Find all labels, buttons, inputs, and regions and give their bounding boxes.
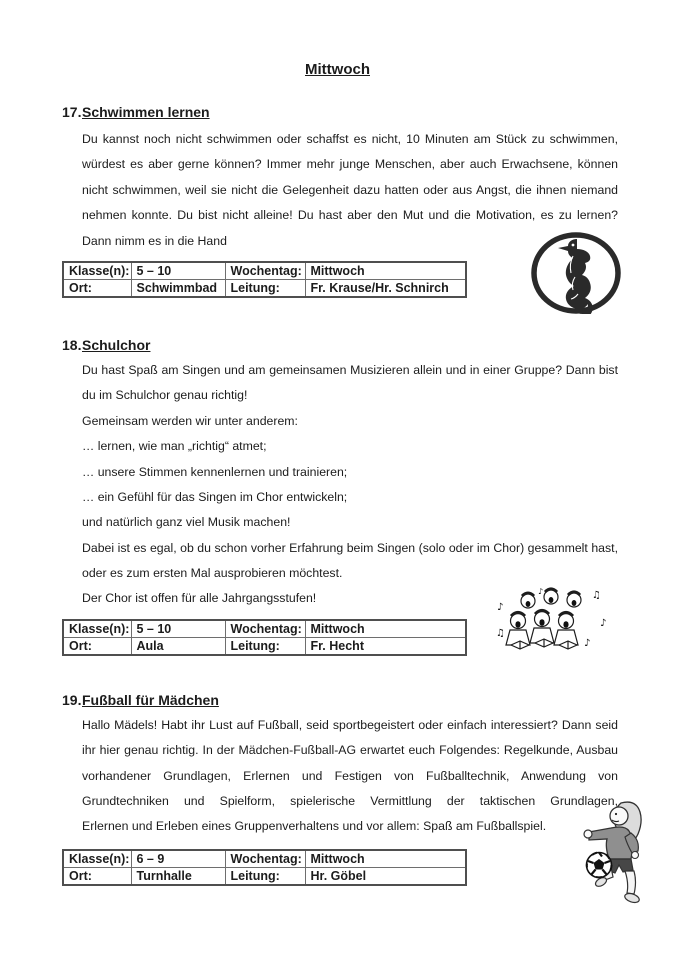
table-label-leitung: Leitung: xyxy=(225,867,305,885)
table-row xyxy=(63,279,466,297)
choir-singers-icon xyxy=(494,586,616,663)
paragraph-line: Der Chor ist offen für alle Jahrgangsstufen! xyxy=(82,591,317,606)
table-value-klassen: 5 – 10 xyxy=(131,262,225,280)
info-table-swimming xyxy=(62,261,467,298)
section-football xyxy=(0,691,675,886)
paragraph-line: Grundtechniken und Spielform, spielerische Vermittlung der taktischen Grundlagen, xyxy=(82,794,618,809)
table-label-wochentag: Wochentag: xyxy=(225,620,305,638)
table-value-ort: Schwimmbad xyxy=(131,279,225,297)
info-table-choir xyxy=(62,619,467,656)
section-title: Schulchor xyxy=(82,336,151,353)
table-label-wochentag: Wochentag: xyxy=(225,850,305,868)
table-label-klassen: Klasse(n): xyxy=(63,850,131,868)
paragraph-line: Dann nimm es in die Hand xyxy=(82,233,227,248)
section-title: Schwimmen lernen xyxy=(82,104,210,120)
table-row xyxy=(63,637,466,655)
paragraph-line: Gemeinsam werden wir unter anderem: xyxy=(82,413,298,428)
girl-footballer-icon xyxy=(583,799,665,912)
paragraph-line: ihr hier genau richtig. In der Mädchen-Fußball-AG erwartet euch Folgendes: Regelkunde, Ausbau xyxy=(82,743,618,758)
table-value-ort: Aula xyxy=(131,637,225,655)
table-value-klassen: 5 – 10 xyxy=(131,620,225,638)
section-heading-19 xyxy=(62,691,618,709)
table-label-wochentag: Wochentag: xyxy=(225,262,305,280)
table-value-wochentag: Mittwoch xyxy=(305,620,466,638)
table-label-ort: Ort: xyxy=(63,279,131,297)
paragraph-line: oder es zum ersten Mal ausprobieren möchtest. xyxy=(82,566,343,581)
section-number: 17. xyxy=(62,104,82,120)
paragraph-line: Du hast Spaß am Singen und am gemeinsamen Musizieren allein und in einer Gruppe? Dann bist xyxy=(82,362,618,377)
paragraph-line: Erlernen und Erleben eines Gruppenverhaltens und vor allem: Spaß am Fußballspiel. xyxy=(82,819,547,834)
info-table-football xyxy=(62,849,467,886)
paragraph-line: … lernen, wie man „richtig“ atmet; xyxy=(82,439,267,454)
table-value-leitung: Hr. Göbel xyxy=(305,867,466,885)
paragraph-line: du im Schulchor genau richtig! xyxy=(82,388,248,403)
table-label-klassen: Klasse(n): xyxy=(63,620,131,638)
paragraph-line: … ein Gefühl für das Singen im Chor entwickeln; xyxy=(82,489,348,504)
table-row xyxy=(63,867,466,885)
svg-text:♪: ♪ xyxy=(497,602,504,613)
paragraph-line: Du kannst noch nicht schwimmen oder schaffst es nicht, 10 Minuten am Stück zu schwimmen, xyxy=(82,132,618,146)
seahorse-badge-icon xyxy=(530,232,622,319)
page-title: Mittwoch xyxy=(305,61,370,78)
table-label-leitung: Leitung: xyxy=(225,279,305,297)
svg-text:♫: ♫ xyxy=(496,628,505,639)
section-heading-18 xyxy=(62,336,618,354)
section-number: 18. xyxy=(62,336,82,353)
paragraph-line: würdest es aber gerne können? Immer mehr junge Menschen, aber auch Erwachsene, können xyxy=(82,157,618,172)
paragraph-line: und natürlich ganz viel Musik machen! xyxy=(82,515,291,530)
paragraph-line: nehmen konnte. Du bist nicht alleine! Du hast aber den Mut und die Motivation, es zu lernen? xyxy=(82,208,618,223)
table-row xyxy=(63,850,466,868)
paragraph-line: … unsere Stimmen kennenlernen und trainieren; xyxy=(82,464,348,479)
svg-text:♪: ♪ xyxy=(600,618,607,629)
svg-text:♪: ♪ xyxy=(538,587,544,596)
section-paragraph xyxy=(82,358,618,612)
section-title: Fußball für Mädchen xyxy=(82,691,219,708)
paragraph-line: Dabei ist es egal, ob du schon vorher Erfahrung beim Singen (solo oder im Chor) gesammelt hast, xyxy=(82,540,618,555)
table-value-leitung: Fr. Hecht xyxy=(305,637,466,655)
table-label-klassen: Klasse(n): xyxy=(63,262,131,280)
table-label-ort: Ort: xyxy=(63,637,131,655)
paragraph-line: vorhandener Grundlagen, Erlernen und Festigen von Fußballtechnik, Anwendung von xyxy=(82,768,618,783)
table-value-leitung: Fr. Krause/Hr. Schnirch xyxy=(305,279,466,297)
paragraph-line: Hallo Mädels! Habt ihr Lust auf Fußball, seid sportbegeistert oder einfach interessiert? Dann seid xyxy=(82,717,618,732)
table-row xyxy=(63,262,466,280)
svg-text:♪: ♪ xyxy=(584,638,591,649)
section-paragraph xyxy=(82,713,618,840)
table-value-wochentag: Mittwoch xyxy=(305,262,466,280)
paragraph-line: nicht schwimmen, weil sie nicht die Gelegenheit dazu hatten oder aus Angst, die ihnen niemand xyxy=(82,182,618,197)
svg-text:♫: ♫ xyxy=(592,590,601,601)
table-label-ort: Ort: xyxy=(63,867,131,885)
section-heading-17 xyxy=(62,103,618,121)
table-value-wochentag: Mittwoch xyxy=(305,850,466,868)
table-row xyxy=(63,620,466,638)
table-label-leitung: Leitung: xyxy=(225,637,305,655)
table-value-ort: Turnhalle xyxy=(131,867,225,885)
table-value-klassen: 6 – 9 xyxy=(131,850,225,868)
section-number: 19. xyxy=(62,691,82,708)
